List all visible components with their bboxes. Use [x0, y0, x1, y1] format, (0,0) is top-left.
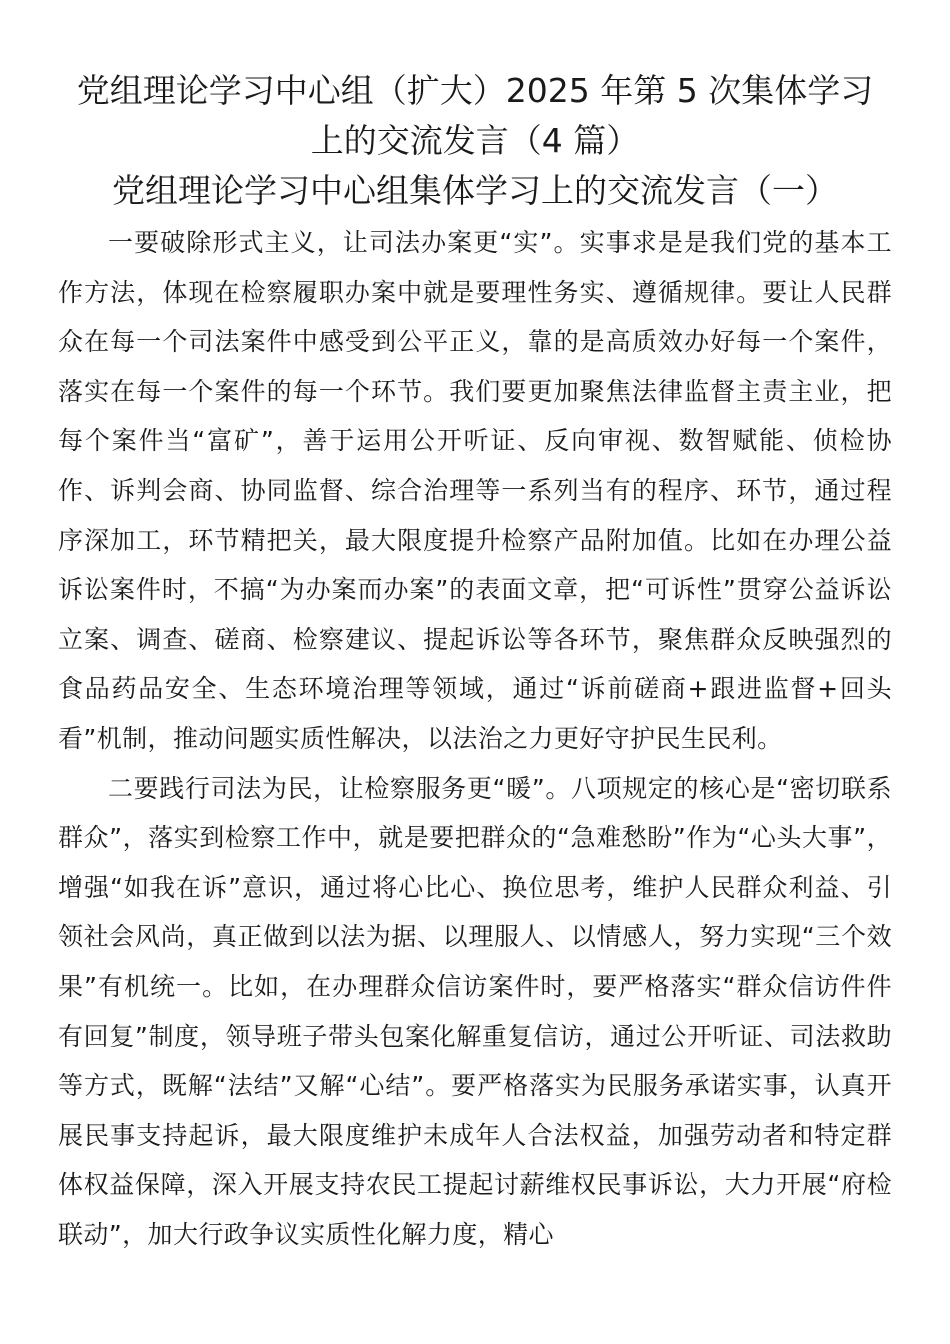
document-body: [58, 218, 892, 1259]
document-title: [58, 66, 892, 166]
paragraph-2: 二要践行司法为民，让检察服务更“暖”。八项规定的核心是“密切联系群众”，落实到检察工作中，就是要把群众的“急难愁盼”作为“心头大事”，增强“如我在诉”意识，通过将心比心、换位思考，维护人民群众利益、引领社会风尚，真正做到以法为据、以理服人、以情感人，努力实现“三个效果”有机统一。比如，在办理群众信访案件时，要严格落实“群众信访件件有回复”制度，领导班子带头包案化解重复信访，通过公开听证、司法救助等方式，既解“法结”又解“心结”。要严格落实为民服务承诺实事，认真开展民事支持起诉，最大限度维护未成年人合法权益，加强劳动者和特定群体权益保障，深入开展支持农民工提起讨薪维权民事诉讼，大力开展“府检联动”，加大行政争议实质性化解力度，精心: [58, 773, 892, 1249]
paragraph-1: 一要破除形式主义，让司法办案更“实”。实事求是是我们党的基本工作方法，体现在检察履职办案中就是要理性务实、遵循规律。要让人民群众在每一个司法案件中感受到公平正义，靠的是高质效办好每一个案件，落实在每一个案件的每一个环节。我们要更加聚焦法律监督主责主业，把每个案件当“富矿”，善于运用公开听证、反向审视、数智赋能、侦检协作、诉判会商、协同监督、综合治理等一系列当有的程序、环节，通过程序深加工，环节精把关，最大限度提升检察产品附加值。比如在办理公益诉讼案件时，不搞“为办案而办案”的表面文章，把“可诉性”贯穿公益诉讼立案、调查、磋商、检察建议、提起诉讼等各环节，聚焦群众反映强烈的食品药品安全、生态环境治理等领域，通过“诉前磋商+跟进监督+回头看”机制，推动问题实质性解决，以法治之力更好守护民生民利。: [58, 228, 892, 753]
document-subtitle: 党组理论学习中心组集体学习上的交流发言（一）: [112, 171, 838, 210]
title-line-2: 上的交流发言（4 篇）: [310, 121, 640, 160]
title-line-1: 党组理论学习中心组（扩大）2025 年第 5 次集体学习: [76, 71, 874, 110]
